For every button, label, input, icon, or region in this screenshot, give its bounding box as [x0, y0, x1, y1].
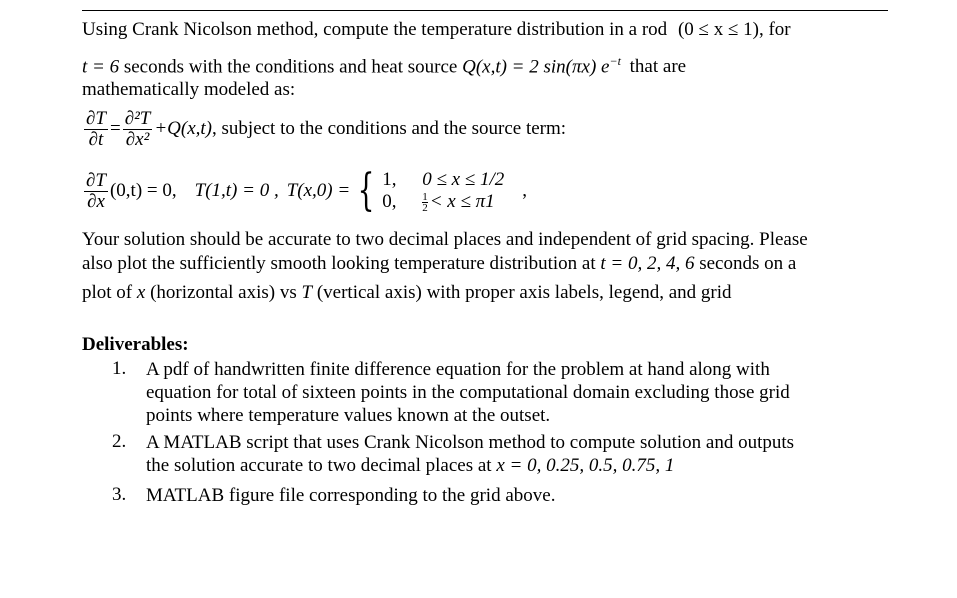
bc-fraction: $\frac{\partial T}{\partial x}$: [86, 169, 106, 212]
times-expression: t = 0, 2, 4, 6: [600, 253, 695, 274]
list-text: MATLAB figure file corresponding to the grid above.: [146, 485, 556, 506]
initial-condition-lhs: T(x,0) =: [286, 180, 351, 201]
boundary-condition-left: (0,t) = 0,: [109, 180, 177, 201]
equals-sign: =: [109, 118, 121, 139]
time-expression: t = 6: [82, 56, 120, 78]
problem-line-3: mathematically modeled as:: [82, 79, 296, 100]
pde-rhs-fraction: $\frac{\text{∂²T}}{\text{∂x²}}$: [124, 107, 151, 150]
pde-lhs-fraction: $\frac{\partial T}{\partial t}$: [86, 107, 106, 150]
paragraph-line-2: also plot the sufficiently smooth looking temperature distribution at t = 0, 2, 4, 6 seconds on a: [82, 253, 797, 274]
deliverables-heading: Deliverables:: [82, 334, 189, 355]
output-points: x = 0, 0.25, 0.5, 0.75, 1: [496, 455, 675, 476]
list-number: 1.: [112, 358, 127, 379]
problem-text: , subject to the conditions and the source term:: [212, 118, 567, 139]
case-row-2: 0, $\frac{1}{2} < x \le \pi 1$: [382, 190, 495, 215]
problem-text: seconds with the conditions and heat source: [123, 56, 458, 78]
problem-line-2: [82, 50, 686, 78]
list-number: 3.: [112, 484, 127, 505]
domain-expression: (0 ≤ x ≤ 1): [677, 19, 759, 40]
boundary-condition-right: T(1,t) = 0 ,: [194, 180, 279, 201]
problem-text: that are: [629, 56, 687, 78]
list-text: A pdf of handwritten finite difference equation for the problem at hand along with equation for total of sixteen points in the computational domain excluding those grid points where temperature values known at the outset.: [146, 359, 790, 426]
paragraph-line-3: plot of x (horizontal axis) vs T (vertical axis) with proper axis labels, legend, and grid: [82, 282, 732, 303]
initial-condition-cases: [382, 169, 504, 213]
trailing-comma: ,: [522, 180, 528, 201]
problem-text: , for: [758, 19, 791, 40]
pde-equation: [82, 104, 566, 154]
source-exponent: −t: [609, 54, 621, 68]
half-fraction: $\frac{1}{2}$: [422, 191, 428, 215]
case-row-1: 1, 0 ≤ x ≤ 1/2: [382, 168, 505, 190]
pde-source-term: +Q(x,t): [154, 118, 213, 139]
top-rule: [82, 10, 888, 11]
list-number: 2.: [112, 431, 127, 452]
problem-line-1: [82, 19, 791, 41]
problem-text: Using Crank Nicolson method, compute the temperature distribution in a rod: [82, 19, 668, 40]
source-expression: Q(x,t) = 2 sin(πx) e: [462, 56, 610, 78]
left-brace: {: [357, 165, 375, 216]
conditions-equation: [82, 160, 527, 222]
list-text: A MATLAB script that uses Crank Nicolson method to compute solution and outputs the solution accurate to two decimal places at x = 0, 0.25, 0.5, 0.75, 1: [146, 432, 795, 476]
paragraph-line-1: Your solution should be accurate to two decimal places and independent of grid spacing. Please: [82, 229, 808, 250]
